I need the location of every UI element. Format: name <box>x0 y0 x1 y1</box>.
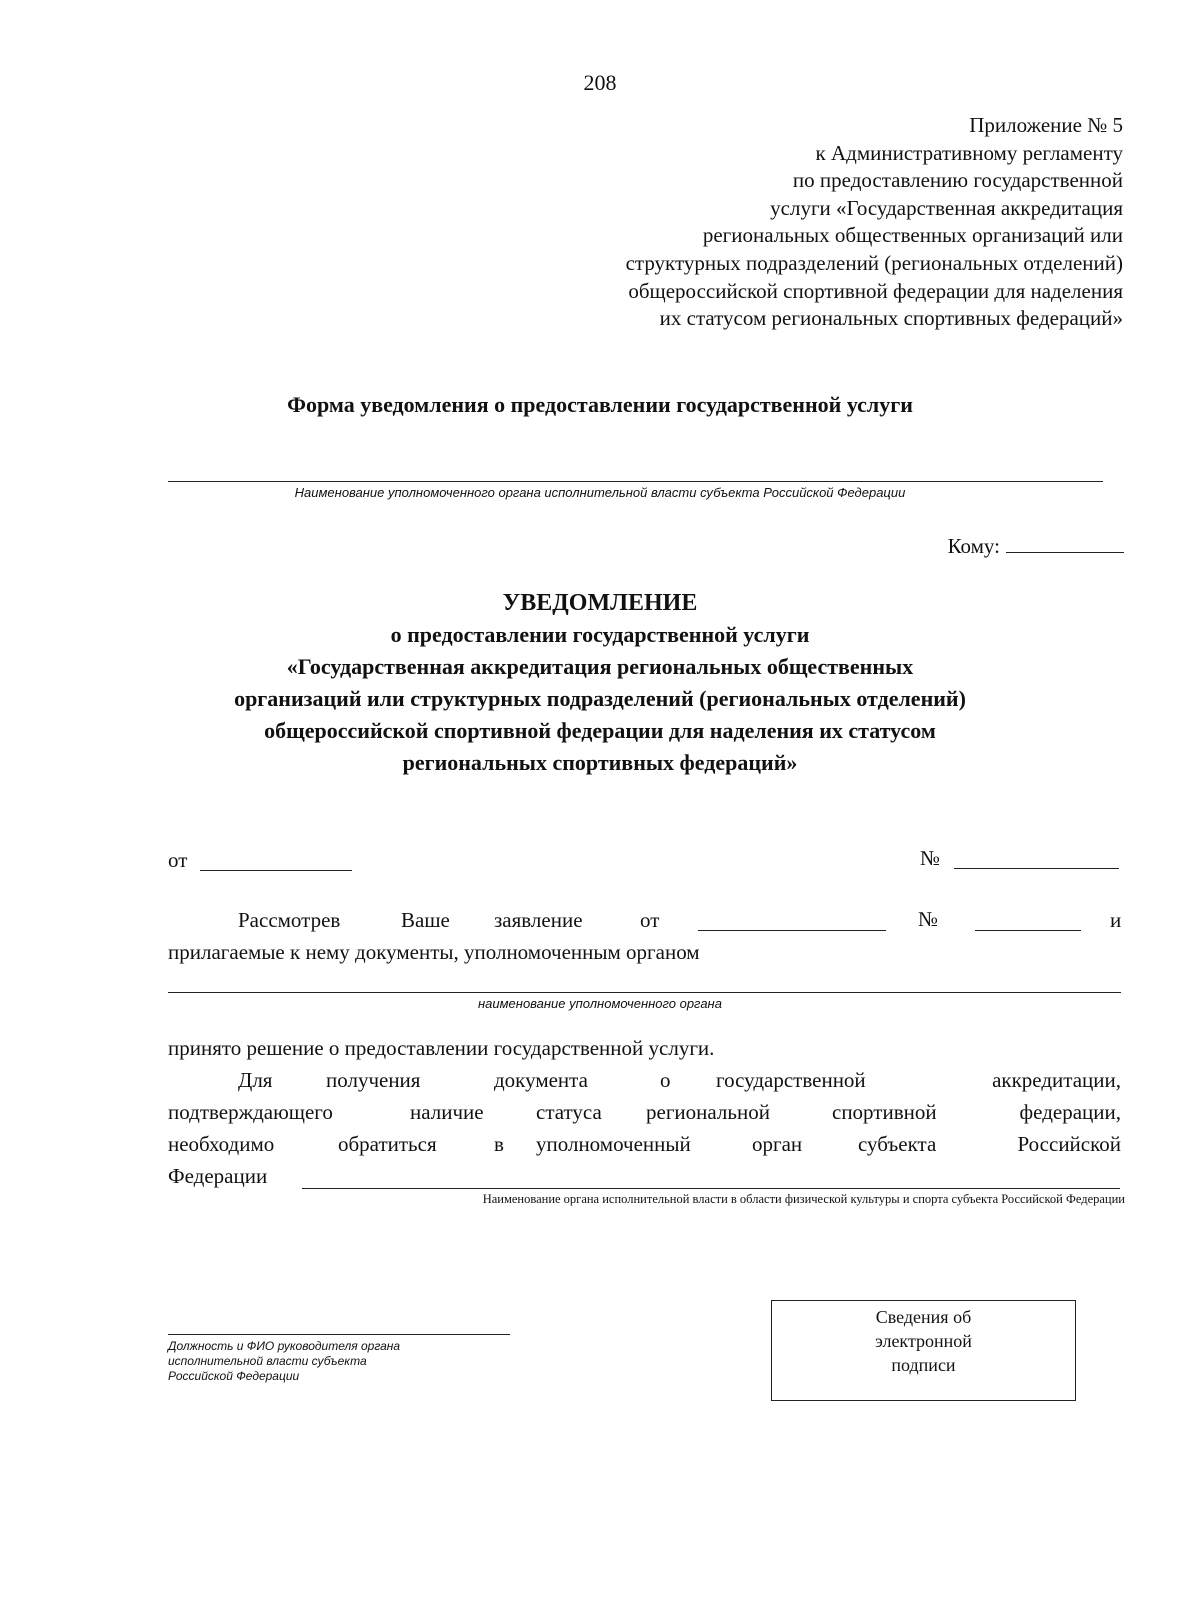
form-title: Форма уведомления о предоставлении государственной услуги <box>287 392 913 417</box>
p2-word: обратиться <box>338 1132 437 1156</box>
notification-line: о предоставлении государственной услуги <box>390 622 810 647</box>
p1-word: Рассмотрев <box>238 908 341 932</box>
sport-organ-caption: Наименование органа исполнительной власти в области физической культуры и спорта субъекта Российской Федерации <box>482 1192 1125 1206</box>
appendix-line: по предоставлению государственной <box>792 168 1123 193</box>
authorized-organ-caption: наименование уполномоченного органа <box>478 996 722 1011</box>
p2-word: наличие <box>410 1100 484 1124</box>
appendix-line: их статусом региональных спортивных федераций» <box>659 306 1123 331</box>
p1-word: заявление <box>494 908 583 932</box>
decision-text: принято решение о предоставлении государственной услуги. <box>168 1036 715 1060</box>
appendix-line: региональных общественных организаций или <box>702 223 1123 248</box>
p2-word: в <box>494 1132 504 1156</box>
p2-word: орган <box>752 1132 803 1156</box>
notification-heading <box>0 587 1200 779</box>
p2-word: статуса <box>536 1100 602 1124</box>
appendix-line: услуги «Государственная аккредитация <box>770 195 1123 220</box>
page-number: 208 <box>583 70 617 95</box>
p2-word: федерации, <box>1019 1100 1121 1124</box>
notification-line: региональных спортивных федераций» <box>402 750 798 775</box>
appendix-line: к Административному регламенту <box>815 140 1123 165</box>
p2-line4-prefix: Федерации <box>168 1164 268 1188</box>
head-signature-line-text: Должность и ФИО руководителя органа <box>168 1339 401 1353</box>
head-signature-line-text: Российской Федерации <box>168 1369 300 1383</box>
p2-word: спортивной <box>832 1100 937 1124</box>
authority-name-line[interactable] <box>168 481 1103 482</box>
application-number-label: № <box>918 907 939 931</box>
p1-line2: прилагаемые к нему документы, уполномоченным органом <box>168 940 700 964</box>
notification-line: «Государственная аккредитация региональных общественных <box>286 654 914 679</box>
notification-title: УВЕДОМЛЕНИЕ <box>502 590 698 616</box>
p1-word: Ваше <box>401 908 450 932</box>
date-label: от <box>168 848 188 872</box>
p2-word: уполномоченный <box>536 1132 691 1156</box>
p2-word: документа <box>494 1068 588 1092</box>
head-signature-line-text: исполнительной власти субъекта <box>168 1354 367 1368</box>
p2-word: субъекта <box>858 1132 937 1156</box>
e-signature-box <box>771 1300 1076 1401</box>
p2-word: аккредитации, <box>992 1068 1121 1092</box>
p1-and-word: и <box>1110 908 1122 932</box>
number-label: № <box>920 846 941 870</box>
p2-word: Российской <box>1017 1132 1121 1156</box>
recipient-field <box>948 532 1124 559</box>
head-signature-caption <box>168 1339 400 1384</box>
recipient-label: Кому: <box>947 534 1000 558</box>
notification-line: общероссийской спортивной федерации для наделения их статусом <box>264 718 936 743</box>
appendix-line: Приложение № 5 <box>969 113 1123 137</box>
number-blank[interactable] <box>954 868 1119 869</box>
p2-word: Для <box>238 1068 273 1092</box>
p2-word: о <box>660 1068 671 1092</box>
appendix-header <box>626 112 1123 333</box>
notification-line: организаций или структурных подразделений (региональных отделений) <box>234 686 966 711</box>
e-signature-line: электронной <box>875 1331 972 1351</box>
application-date-blank[interactable] <box>698 930 886 931</box>
p2-word: необходимо <box>168 1132 275 1156</box>
e-signature-line: Сведения об <box>875 1307 972 1327</box>
p2-word: региональной <box>646 1100 770 1124</box>
authorized-organ-line[interactable] <box>168 992 1121 993</box>
e-signature-line: подписи <box>891 1355 956 1375</box>
p2-word: подтверждающего <box>168 1100 333 1124</box>
sport-organ-line[interactable] <box>302 1188 1120 1189</box>
recipient-blank[interactable] <box>1006 532 1124 553</box>
application-number-blank[interactable] <box>975 930 1081 931</box>
p2-word: получения <box>326 1068 421 1092</box>
p1-word: от <box>640 908 660 932</box>
appendix-line: общероссийской спортивной федерации для наделения <box>628 278 1123 303</box>
authority-caption: Наименование уполномоченного органа исполнительной власти субъекта Российской Федерации <box>294 485 906 500</box>
appendix-line: структурных подразделений (региональных отделений) <box>625 250 1123 275</box>
head-signature-line[interactable] <box>168 1334 510 1335</box>
p2-word: государственной <box>716 1068 866 1092</box>
date-blank[interactable] <box>200 870 352 871</box>
